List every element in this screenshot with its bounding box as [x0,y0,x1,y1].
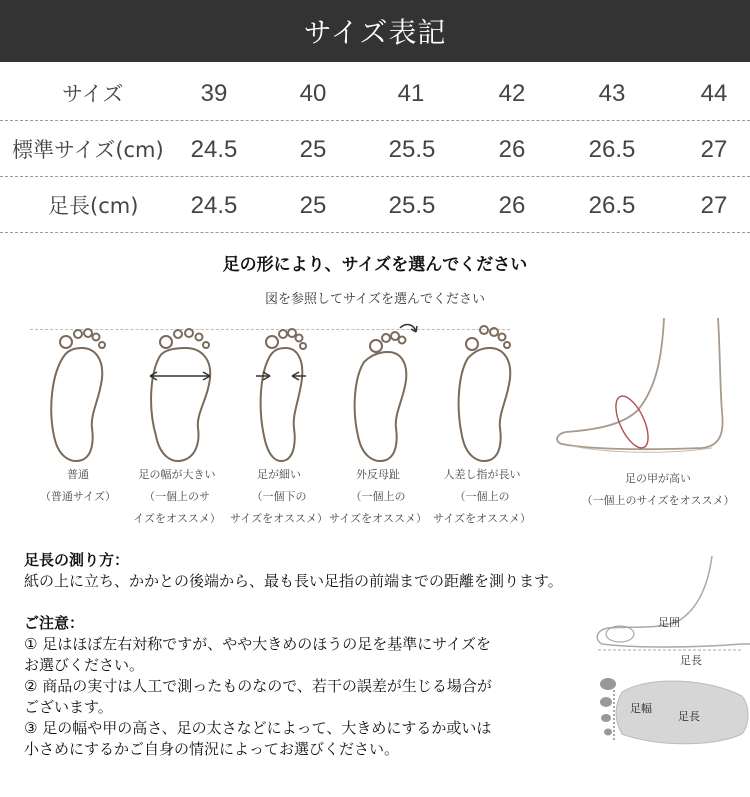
row-label-standard: 標準サイズ(cm) [12,138,164,162]
foot-caption-hallux-valgus [322,464,434,530]
table-cell: 25 [299,192,327,219]
note-line: ③ 足の幅や甲の高さ、足の太さなどによって、大きめにするか或いは [24,719,492,737]
caption-line: （一個上のサイズをオススメ） [581,494,735,507]
foot-type-title: 足の形により、サイズを選んでください [222,255,528,275]
table-cell: 25.5 [388,136,436,163]
caption-line: （一個上のサ [144,490,210,503]
table-cell: 26.5 [588,192,636,219]
caption-line: サイズをオススメ） [229,512,328,525]
size-row-foot-length [0,174,750,230]
table-cell: 26 [498,136,526,163]
table-cell: 27 [700,136,728,163]
table-cell: 40 [299,80,327,107]
foot-caption-normal [28,464,128,508]
caption-line: 足の甲が高い [625,472,691,485]
row-label-foot-length: 足長(cm) [48,194,139,218]
table-cell: 44 [700,80,728,107]
measurement-body: 紙の上に立ち、かかとの後端から、最も長い足指の前端までの距離を測ります。 [24,572,563,590]
caption-line: 外反母趾 [356,468,400,481]
note-line: ① 足はほぼ左右対称ですが、やや大きめのほうの足を基準にサイズを [24,635,492,653]
length-label: 足長 [680,654,702,667]
row-label-size: サイズ [62,82,124,106]
notes-heading: ご注意： [24,614,85,632]
table-cell: 41 [397,80,425,107]
table-divider [0,232,750,233]
note-line: ② 商品の実寸は人工で測ったものなので、若干の誤差が生じる場合が [24,677,492,695]
size-row-size [0,62,750,118]
caption-line: （一個上の [350,490,406,503]
caption-line: 足が細い [257,468,301,481]
hallux-valgus-foot-icon [344,318,424,468]
note-line: ございます。 [24,698,113,716]
caption-line: サイズをオススメ） [432,512,531,525]
foot-type-subtitle: 図を参照してサイズを選んでください [265,292,485,307]
wide-foot-icon [144,318,216,468]
table-cell: 27 [700,192,728,219]
foot-caption-long-second-toe [426,464,538,530]
table-cell: 25.5 [388,192,436,219]
table-cell: 24.5 [190,192,238,219]
note-line: 小さめにするかご自身の情況によってお選びください。 [24,740,400,758]
caption-line: 足の幅が大きい [138,468,216,481]
table-cell: 26 [498,192,526,219]
foot-type-figures [0,318,750,528]
caption-line: （普通サイズ） [39,490,117,503]
table-cell: 25 [299,136,327,163]
normal-foot-icon [42,318,114,468]
foot-caption-wide [122,464,232,530]
length-label-2: 足長 [678,710,700,723]
caption-line: サイズをオススメ） [328,512,427,525]
note-line: お選びください。 [24,656,145,674]
measurement-heading: 足長の測り方： [24,551,130,569]
caption-line: （一個下の [251,490,307,503]
girth-label: 足囲 [658,616,680,629]
caption-line: （一個上の [454,490,510,503]
table-cell: 39 [200,80,228,107]
table-cell: 42 [498,80,526,107]
table-cell: 24.5 [190,136,238,163]
header-bar [0,0,750,62]
foot-caption-high-instep [572,468,744,512]
high-instep-foot-icon [552,318,748,466]
caption-line: 人差し指が長い [443,468,521,481]
caption-line: イズをオススメ） [133,512,221,525]
foot-caption-narrow [224,464,334,530]
table-cell: 26.5 [588,136,636,163]
caption-line: 普通 [67,468,89,481]
long-second-toe-foot-icon [448,318,520,468]
width-label: 足幅 [630,702,652,715]
header-title: サイズ表記 [303,16,447,49]
size-row-standard [0,118,750,174]
narrow-foot-icon [246,318,318,468]
table-cell: 43 [598,80,626,107]
foot-measurement-illustration [592,556,750,752]
